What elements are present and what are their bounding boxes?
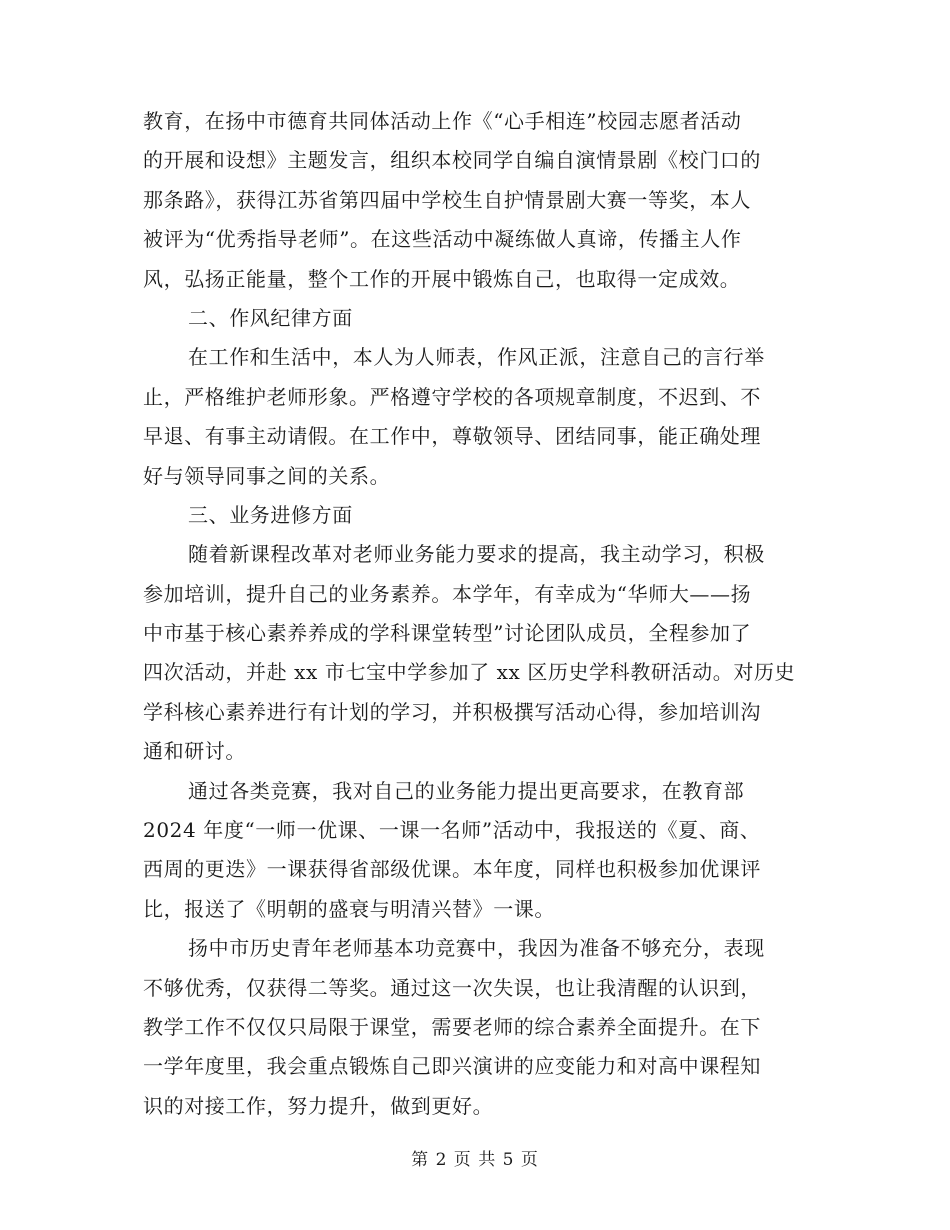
text-line: 四次活动，并赴 xx 市七宝中学参加了 xx 区历史学科教研活动。对历史 — [143, 660, 796, 685]
text-line: 在工作和生活中，本人为人师表，作风正派，注意自己的言行举 — [188, 345, 765, 370]
text-line: 2024 年度“一师一优课、一课一名师”活动中，我报送的《夏、商、 — [143, 818, 761, 843]
text-line: 不够优秀，仅获得二等奖。通过这一次失误，也让我清醒的认识到， — [143, 975, 761, 1000]
text-line: 通和研讨。 — [143, 739, 246, 764]
text-line: 早退、有事主动请假。在工作中，尊敬领导、团结同事，能正确处理 — [143, 424, 761, 449]
text-line: 教育，在扬中市德育共同体活动上作《“心手相连”校园志愿者活动 — [143, 109, 742, 133]
text-line: 参加培训，提升自己的业务素养。本学年，有幸成为“华师大——扬 — [143, 581, 752, 606]
text-line: 通过各类竞赛，我对自己的业务能力提出更高要求，在教育部 — [188, 778, 745, 803]
text-line: 识的对接工作，努力提升，做到更好。 — [143, 1093, 494, 1118]
text-line: 比，报送了《明朝的盛衰与明清兴替》一课。 — [143, 896, 555, 921]
text-line: 的开展和设想》主题发言，组织本校同学自编自演情景剧《校门口的 — [143, 148, 761, 173]
document-body — [143, 102, 813, 1126]
text-line: 被评为“优秀指导老师”。在这些活动中凝练做人真谛，传播主人作 — [143, 227, 742, 252]
text-line: 那条路》，获得江苏省第四届中学校生自护情景剧大赛一等奖，本人 — [143, 187, 751, 212]
text-line: 教学工作不仅仅只局限于课堂，需要老师的综合素养全面提升。在下 — [143, 1014, 761, 1039]
text-line: 学科核心素养进行有计划的学习，并积极撰写活动心得，参加培训沟 — [143, 699, 761, 724]
text-line: 止，严格维护老师形象。严格遵守学校的各项规章制度，不迟到、不 — [143, 384, 761, 409]
text-line: 三、业务进修方面 — [188, 502, 353, 527]
text-line: 西周的更迭》一课获得省部级优课。本年度，同样也积极参加优课评 — [143, 857, 761, 882]
text-line: 好与领导同事之间的关系。 — [143, 463, 391, 488]
text-line: 一学年度里，我会重点锻炼自己即兴演讲的应变能力和对高中课程知 — [143, 1054, 761, 1079]
text-line: 风，弘扬正能量，整个工作的开展中锻炼自己，也取得一定成效。 — [143, 266, 741, 291]
text-line: 二、作风纪律方面 — [188, 305, 353, 330]
page-number-footer: 第 2 页 共 5 页 — [411, 1150, 539, 1170]
text-line: 中市基于核心素养养成的学科课堂转型”讨论团队成员，全程参加了 — [143, 621, 752, 646]
text-line: 随着新课程改革对老师业务能力要求的提高，我主动学习，积极 — [188, 542, 765, 567]
text-line: 扬中市历史青年老师基本功竞赛中，我因为准备不够充分，表现 — [188, 936, 765, 961]
